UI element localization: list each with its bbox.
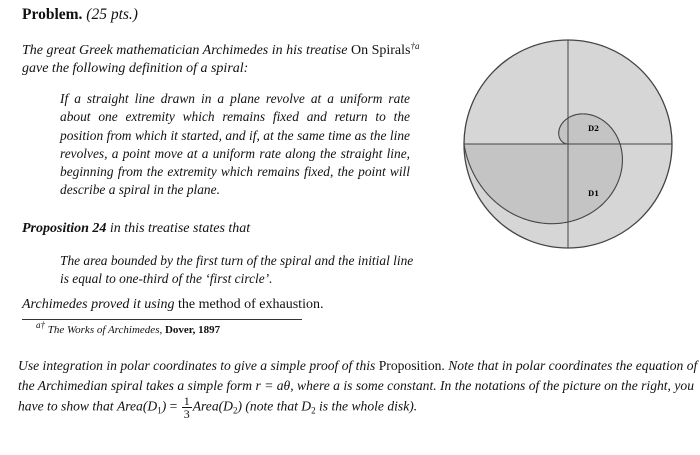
task-part-4: ) (note that D: [237, 398, 312, 414]
intro-text-2: gave the following definition of a spiral:: [22, 61, 249, 76]
proved-text: Archimedes proved it using: [22, 297, 175, 312]
d2-label: D2: [588, 124, 599, 133]
problem-label: Problem.: [22, 6, 83, 23]
task-equals: =: [169, 398, 178, 414]
footnote-publisher: Dover, 1897: [164, 324, 221, 336]
task-part-3: where a is some constant. In the notations of the picture on the right, you have to show that: [18, 377, 694, 414]
work-title: On Spirals: [350, 43, 411, 58]
d1-label: D1: [588, 189, 599, 198]
task-close-paren: ): [161, 398, 167, 414]
footnote-title: The Works of Archimedes,: [47, 324, 163, 336]
task-sub-1: 1: [157, 405, 162, 416]
task-area-1: Area(D: [116, 398, 158, 414]
task-equation: r = aθ,: [255, 377, 294, 393]
task-part-2: Note that in polar coordinates the equation of the Archimedian spiral takes a simple form: [18, 358, 698, 393]
footnote-rule: [22, 319, 302, 320]
task-area-2: Area(D: [192, 398, 233, 414]
task-word-proposition: Proposition.: [378, 358, 445, 373]
fraction-numerator: 1: [183, 394, 190, 408]
task-part-1: Use integration in polar coordinates to give a simple proof of this: [18, 358, 376, 373]
footnote-mark: a†: [36, 320, 45, 330]
proved-line: [22, 297, 323, 313]
fraction-denominator: 3: [183, 407, 190, 421]
task-sub-2b: 2: [311, 405, 316, 416]
task-sub-2: 2: [232, 405, 238, 416]
proposition-label: Proposition 24: [22, 221, 107, 236]
task-paragraph: [18, 356, 698, 420]
proposition-quote: The area bounded by the first turn of the spiral and the initial line is equal to one-third of the ‘first circle’.: [60, 253, 414, 286]
proved-method: the method of exhaustion.: [178, 297, 324, 312]
intro-footnote-mark: †a: [410, 41, 420, 51]
problem-points: (25 pts.): [86, 6, 138, 23]
intro-paragraph: [22, 42, 447, 78]
intro-text-1: The great Greek mathematician Archimedes in his treatise: [22, 43, 348, 58]
one-third-fraction: [182, 395, 192, 420]
task-part-5: is the whole disk).: [319, 398, 418, 414]
proposition-line: [22, 221, 250, 237]
definition-quote: If a straight line drawn in a plane revolve at a uniform rate about one extremity which remains fixed and return to the position from which it started, and if, at the same time as the line revolves, a point move at a uniform rate along the straight line, beginning from the extremity which remains fixed, the point will describe a spiral in the plane.: [60, 91, 410, 198]
proposition-text: in this treatise states that: [109, 221, 251, 236]
problem-title: [22, 6, 138, 24]
spiral-diagram: [462, 30, 682, 260]
footnote: [36, 320, 221, 336]
